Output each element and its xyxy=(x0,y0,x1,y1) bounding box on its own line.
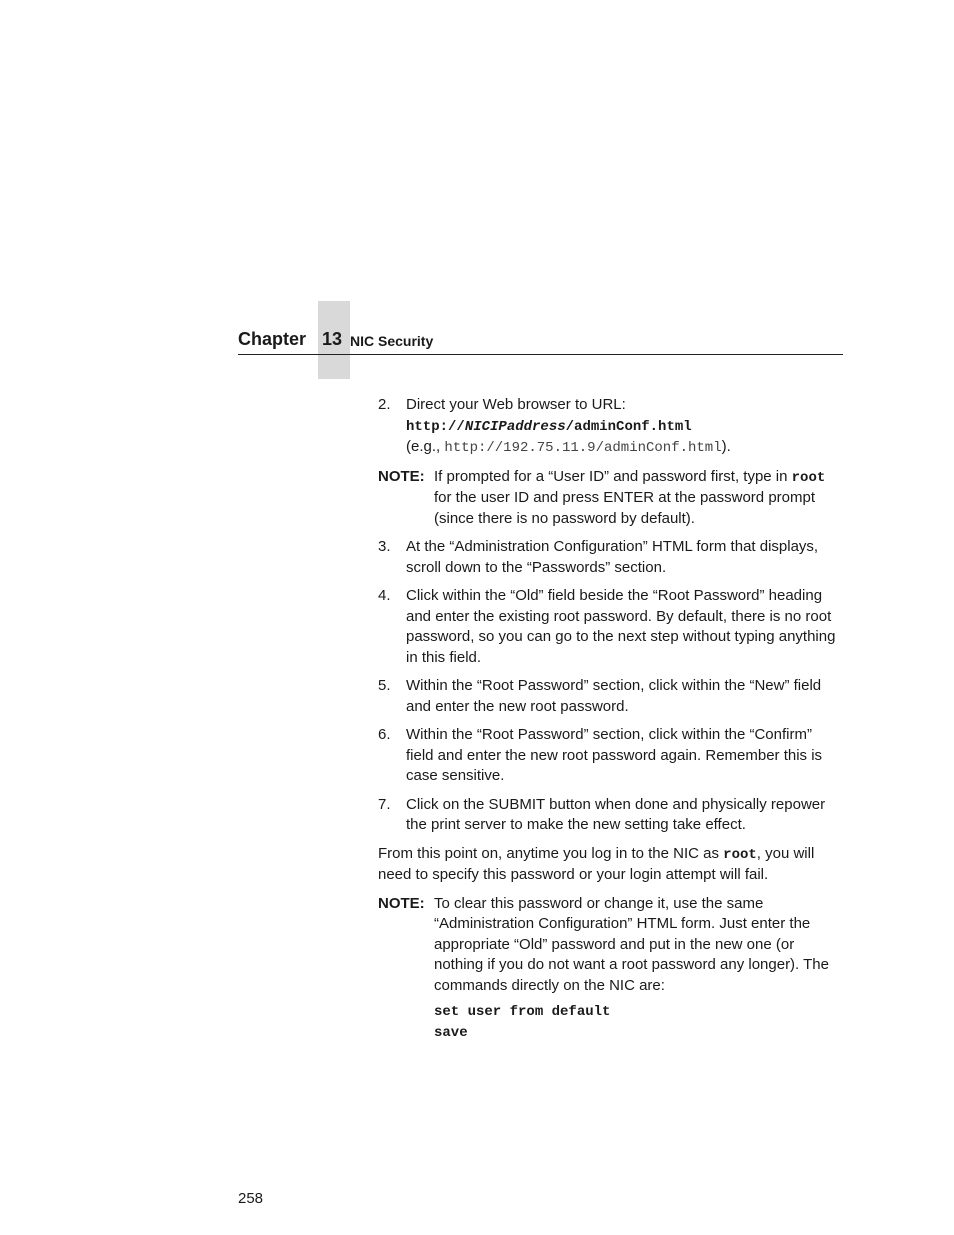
note-text: To clear this password or change it, use the same “Administration Configuration” HTML form. Just enter the appropriate “Old” password and put in the new one (or nothing if you do not want a root password any longer). The commands directly on the NIC are: xyxy=(434,894,829,994)
step-3 xyxy=(378,537,843,578)
url-prefix: http:// xyxy=(406,418,465,435)
step-body: Within the “Root Password” section, click within the “New” field and enter the new root password. xyxy=(406,677,822,715)
url-suffix: /adminConf.html xyxy=(565,418,692,435)
url-example xyxy=(406,437,843,459)
command-line: set user from default xyxy=(434,1004,611,1020)
step-body: Click within the “Old” field beside the “Root Password” heading and enter the existing root password. By default, there is no root password, so you can go to the next step without typing anything in this field. xyxy=(406,587,836,666)
step-4 xyxy=(378,586,843,668)
step-body: Within the “Root Password” section, click within the “Confirm” field and enter the new root password again. Remember this is case sensitive. xyxy=(406,726,823,784)
step-2 xyxy=(378,395,843,459)
note-code: root xyxy=(791,469,826,486)
command-line: save xyxy=(434,1025,468,1041)
body-paragraph xyxy=(378,844,843,886)
header-rule xyxy=(238,354,843,355)
step-number: 2. xyxy=(378,396,391,413)
step-number: 6. xyxy=(378,726,391,743)
chapter-label: Chapter xyxy=(238,329,307,349)
step-number: 4. xyxy=(378,587,391,604)
section-title: NIC Security xyxy=(350,333,434,349)
step-number: 5. xyxy=(378,677,391,694)
para-text-a: From this point on, anytime you log in to the NIC as xyxy=(378,844,724,862)
note-body xyxy=(434,894,843,1045)
url-variable: NICIPaddress xyxy=(464,418,566,435)
example-close: ). xyxy=(721,438,731,455)
step-number: 7. xyxy=(378,795,391,813)
para-code: root xyxy=(723,846,757,863)
command-block xyxy=(434,1002,843,1044)
step-2-intro: Direct your Web browser to URL: xyxy=(406,396,626,413)
step-5 xyxy=(378,676,843,717)
note-1 xyxy=(378,467,843,530)
para-text-b: , you will need to specify this password or your login attempt will fail. xyxy=(378,844,815,883)
note-text-a: If prompted for a “User ID” and password first, type in xyxy=(434,467,792,485)
step-6 xyxy=(378,725,843,787)
example-open: (e.g., xyxy=(406,438,445,455)
note-2 xyxy=(378,894,843,1045)
example-url: http://192.75.11.9/adminConf.html xyxy=(444,440,722,456)
url-template xyxy=(406,416,843,438)
note-label: NOTE: xyxy=(378,894,425,912)
step-7 xyxy=(378,795,843,836)
note-text-b: for the user ID and press ENTER at the password prompt (since there is no password by default). xyxy=(434,489,815,527)
chapter-number: 13 xyxy=(322,329,343,349)
page-number: 258 xyxy=(238,1190,264,1207)
step-body: Click on the SUBMIT button when done and physically repower the print server to make the new setting take effect. xyxy=(406,795,826,833)
page-content xyxy=(378,395,843,1052)
step-body: At the “Administration Configuration” HTML form that displays, scroll down to the “Passwords” section. xyxy=(406,538,819,576)
step-number: 3. xyxy=(378,538,391,555)
step-body xyxy=(406,395,843,459)
note-body xyxy=(434,467,843,530)
note-label: NOTE: xyxy=(378,467,425,485)
